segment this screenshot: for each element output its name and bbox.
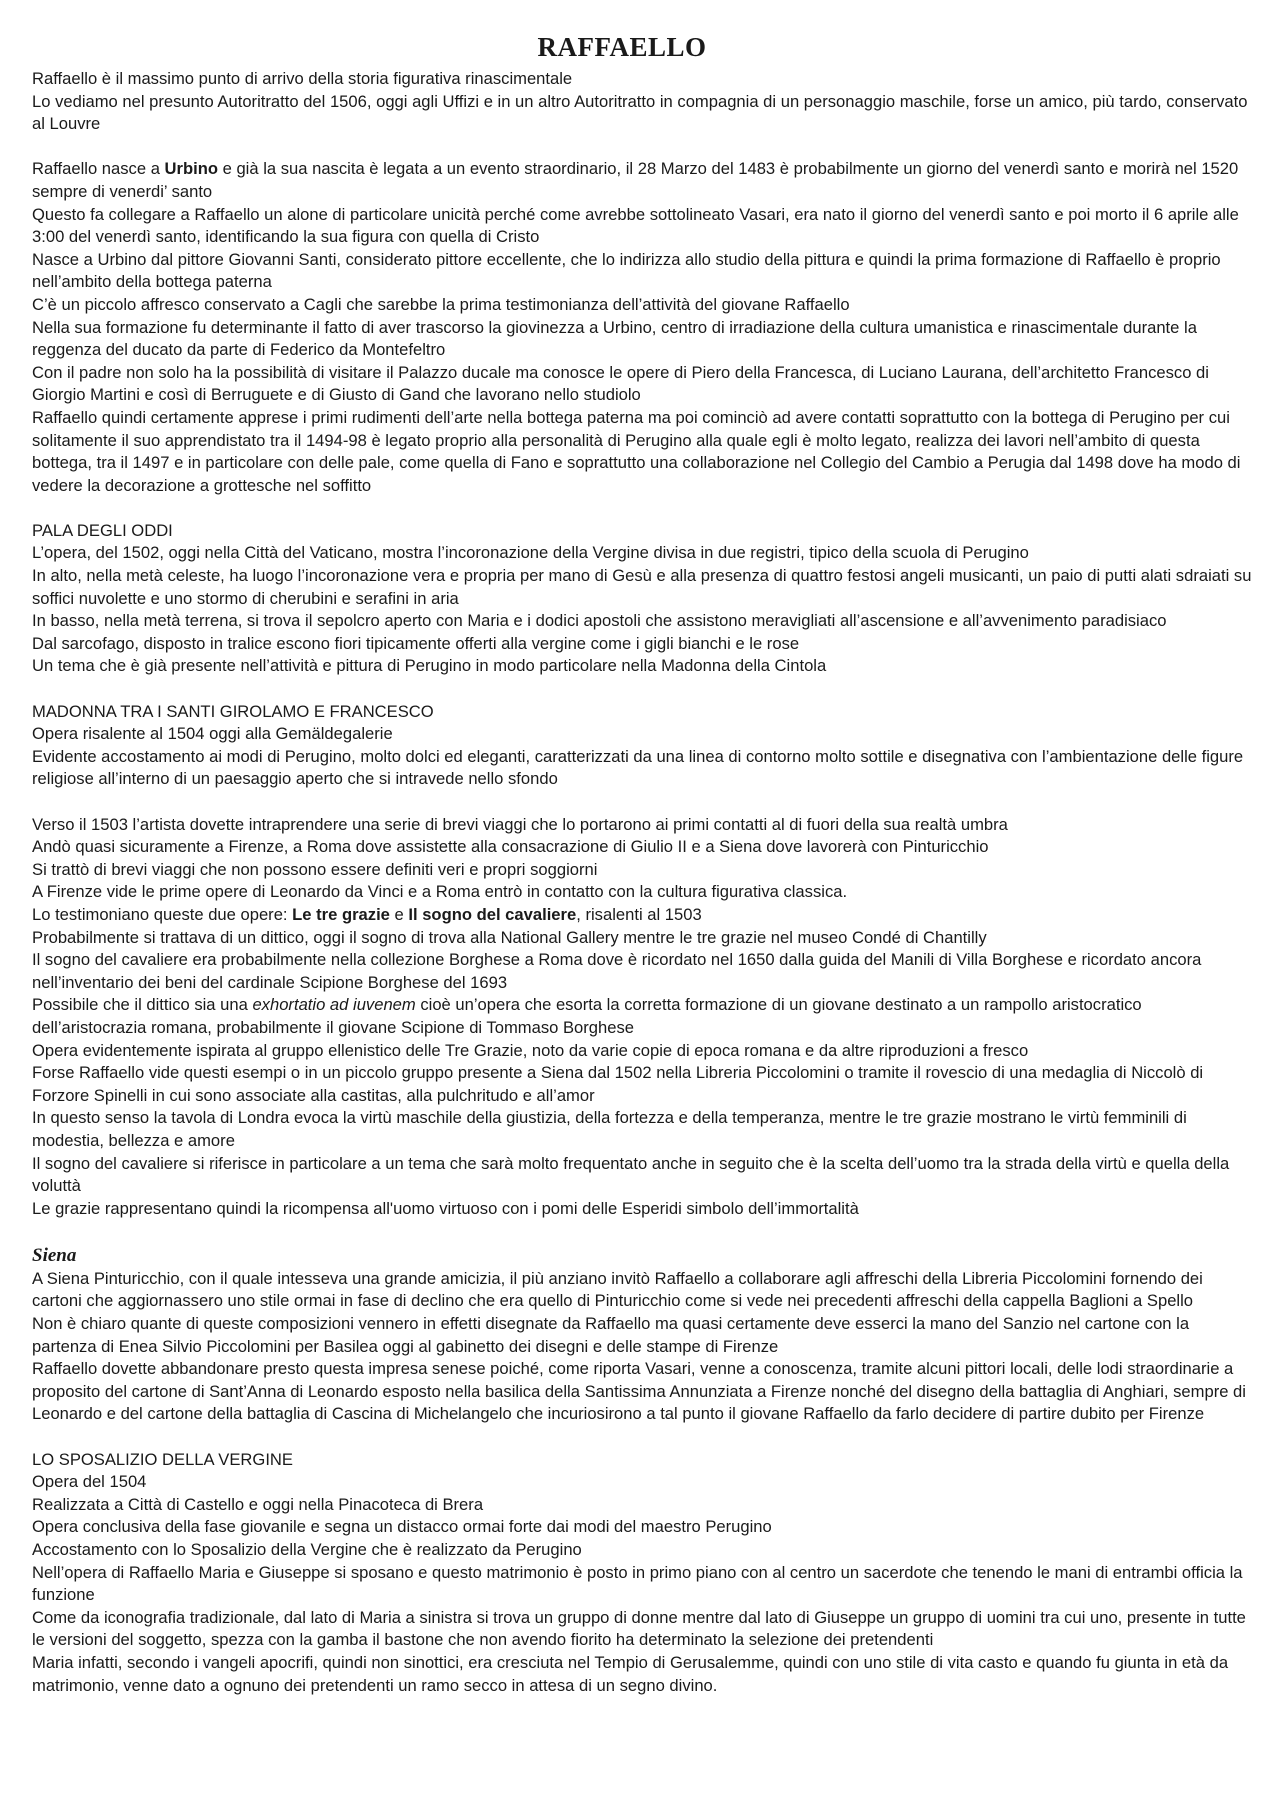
paragraph bbox=[32, 1040, 1257, 1063]
text-run: e bbox=[389, 904, 409, 924]
document-section bbox=[32, 701, 1257, 791]
paragraph bbox=[32, 249, 1257, 294]
document-section bbox=[32, 520, 1257, 678]
paragraph bbox=[32, 204, 1257, 249]
paragraph bbox=[32, 746, 1257, 791]
paragraph bbox=[32, 1516, 1257, 1539]
text-run: e già la sua nascita è legata a un evento straordinario, il 28 Marzo del 1483 è probabilmente un giorno del venerdì santo e morirà nel 1520 sempre di venerdi’ santo bbox=[32, 159, 1239, 201]
paragraph bbox=[32, 723, 1257, 746]
text-run: Si trattò di brevi viaggi che non possono essere definiti veri e propri soggiorni bbox=[32, 859, 598, 879]
section-spacer bbox=[32, 497, 1257, 520]
text-run: , risalenti al 1503 bbox=[576, 904, 702, 924]
paragraph bbox=[32, 610, 1257, 633]
text-run: Raffaello è il massimo punto di arrivo della storia figurativa rinascimentale bbox=[32, 69, 573, 88]
text-run: Forse Raffaello vide questi esempi o in un piccolo gruppo presente a Siena dal 1502 nella Libreria Piccolomini o tramite il rovescio di una medaglia di Niccolò di Forzore Spinelli in cui sono associate alla castitas, alla pulchritudo e all’amor bbox=[32, 1063, 1204, 1105]
paragraph bbox=[32, 1107, 1257, 1152]
text-run: Probabilmente si trattava di un dittico, oggi il sogno di trova alla National Gallery mentre le tre grazie nel museo Condé di Chantilly bbox=[32, 927, 987, 947]
text-run: A Siena Pinturicchio, con il quale intesseva una grande amicizia, il più anziano invitò Raffaello a collaborare agli affreschi della Libreria Piccolomini fornendo dei cartoni che aggiornassero uno stile ormai in fase di declino che era quello di Pinturicchio come si vede nei precedenti affreschi della cappella Baglioni a Spello bbox=[32, 1268, 1203, 1311]
paragraph bbox=[32, 1471, 1257, 1494]
text-run: Opera conclusiva della fase giovanile e segna un distacco ormai forte dai modi del maestro Perugino bbox=[32, 1517, 772, 1537]
section-heading: PALA DEGLI ODDI bbox=[32, 520, 173, 540]
text-run: Con il padre non solo ha la possibilità di visitare il Palazzo ducale ma conosce le opere di Piero della Francesca, di Luciano Laurana, dell’architetto Francesco di Giorgio Martini e così di Berruguete e di Giusto di Gand che lavorano nello studiolo bbox=[32, 362, 1209, 405]
paragraph bbox=[32, 927, 1257, 950]
paragraph bbox=[32, 1562, 1257, 1607]
document-section bbox=[32, 1449, 1257, 1698]
paragraph bbox=[32, 68, 1257, 91]
paragraph bbox=[32, 633, 1257, 656]
text-run: Il sogno del cavaliere era probabilmente nella collezione Borghese a Roma dove è ricordato nel 1650 dalla guida del Manili di Villa Borghese e ricordato ancora nell’inventario dei beni del cardinale Scipione Borghese del 1693 bbox=[32, 950, 1202, 992]
text-run: Raffaello nasce a bbox=[32, 159, 165, 179]
text-run: Opera risalente al 1504 oggi alla Gemäldegalerie bbox=[32, 724, 393, 744]
text-run: In alto, nella metà celeste, ha luogo l’incoronazione vera e propria per mano di Gesù e alla presenza di quattro festosi angeli musicanti, un paio di putti alati sdraiati su soffici nuvolette e uno stormo di cherubini e serafini in aria bbox=[32, 566, 1252, 608]
bold-text: Le tre grazie bbox=[292, 904, 390, 924]
text-run: Nell’opera di Raffaello Maria e Giuseppe si sposano e questo matrimonio è posto in primo piano con al centro un sacerdote che tenendo le mani di entrambi officia la funzione bbox=[32, 1562, 1243, 1605]
text-run: Evidente accostamento ai modi di Perugino, molto dolci ed eleganti, caratterizzati da una linea di contorno molto sottile e disegnativa con l’ambientazione delle figure religiose all’interno di un paesaggio aperto che si intravede nello sfondo bbox=[32, 746, 1244, 789]
bold-text: Urbino bbox=[164, 159, 218, 179]
italic-text: exhortatio ad iuvenem bbox=[252, 995, 416, 1015]
paragraph bbox=[32, 1313, 1257, 1358]
text-run: Accostamento con lo Sposalizio della Vergine che è realizzato da Perugino bbox=[32, 1540, 582, 1559]
text-run: Dal sarcofago, disposto in tralice escono fiori tipicamente offerti alla vergine come i gigli bianchi e le rose bbox=[32, 633, 800, 653]
text-run: Nella sua formazione fu determinante il fatto di aver trascorso la giovinezza a Urbino, centro di irradiazione della cultura umanistica e rinascimentale durante la reggenza del ducato da parte di Federico da Montefeltro bbox=[32, 317, 1197, 360]
paragraph bbox=[32, 994, 1257, 1039]
document-page bbox=[32, 30, 1257, 1697]
paragraph bbox=[32, 904, 1257, 927]
paragraph bbox=[32, 949, 1257, 994]
text-run: Nasce a Urbino dal pittore Giovanni Santi, considerato pittore eccellente, che lo indirizza allo studio della pittura e quindi la prima formazione di Raffaello è proprio nell’ambito della bottega paterna bbox=[32, 249, 1221, 292]
text-run: Raffaello dovette abbandonare presto questa impresa senese poiché, come riporta Vasari, venne a conoscenza, tramite alcuni pittori locali, delle lodi straordinarie a proposito del cartone di Sant’Anna di Leonardo esposto nella basilica della Santissima Annunziata a Firenze nonché del disegno della battaglia di Anghiari, sempre di Leonardo e del cartone della battaglia di Cascina di Michelangelo che incuriosirono a tal punto il giovane Raffaello da farlo decidere di partire dubito per Firenze bbox=[32, 1359, 1246, 1424]
bold-text: Il sogno del cavaliere bbox=[408, 904, 577, 924]
text-run: Un tema che è già presente nell’attività e pittura di Perugino in modo particolare nella Madonna della Cintola bbox=[32, 656, 827, 676]
paragraph bbox=[32, 1062, 1257, 1107]
text-run: Possibile che il dittico sia una bbox=[32, 995, 253, 1015]
paragraph bbox=[32, 91, 1257, 136]
text-run: Maria infatti, secondo i vangeli apocrifi, quindi non sinottici, era cresciuta nel Tempio di Gerusalemme, quindi con uno stile di vita casto e quando fu giunta in età da matrimonio, venne dato a ognuno dei pretendenti un ramo secco in attesa di un segno divino. bbox=[32, 1652, 1229, 1695]
paragraph bbox=[32, 407, 1257, 497]
document-title: RAFFAELLO bbox=[537, 32, 707, 62]
text-run: Il sogno del cavaliere si riferisce in particolare a un tema che sarà molto frequentato anche in seguito che è la scelta dell’uomo tra la strada della virtù e quella della voluttà bbox=[32, 1153, 1230, 1196]
paragraph bbox=[32, 1268, 1257, 1313]
paragraph bbox=[32, 655, 1257, 678]
text-run: L’opera, del 1502, oggi nella Città del Vaticano, mostra l’incoronazione della Vergine divisa in due registri, tipico della scuola di Perugino bbox=[32, 543, 1029, 563]
section-spacer bbox=[32, 1220, 1257, 1243]
document-section bbox=[32, 1243, 1257, 1426]
text-run: In basso, nella metà terrena, si trova il sepolcro aperto con Maria e i dodici apostoli che assistono meravigliati all’ascensione e all’avvenimento paradisiaco bbox=[32, 611, 1167, 631]
paragraph bbox=[32, 565, 1257, 610]
section-heading: LO SPOSALIZIO DELLA VERGINE bbox=[32, 1449, 293, 1469]
paragraph bbox=[32, 1198, 1257, 1221]
paragraph bbox=[32, 1494, 1257, 1517]
text-run: Verso il 1503 l’artista dovette intraprendere una serie di brevi viaggi che lo portarono ai primi contatti al di fuori della sua realtà umbra bbox=[32, 814, 1008, 834]
text-run: C’è un piccolo affresco conservato a Cagli che sarebbe la prima testimonianza dell’attività del giovane Raffaello bbox=[32, 294, 850, 314]
text-run: Come da iconografia tradizionale, dal lato di Maria a sinistra si trova un gruppo di donne mentre dal lato di Giuseppe un gruppo di uomini tra cui uno, presente in tutte le versioni del soggetto, spezza con la gamba il bastone che non avendo fiorito ha determinato la selezione dei pretendenti bbox=[32, 1607, 1246, 1650]
paragraph bbox=[32, 362, 1257, 407]
paragraph bbox=[32, 1652, 1257, 1697]
paragraph bbox=[32, 814, 1257, 837]
text-run: A Firenze vide le prime opere di Leonardo da Vinci e a Roma entrò in contatto con la cultura figurativa classica. bbox=[32, 882, 848, 902]
paragraph bbox=[32, 158, 1257, 203]
text-run: Non è chiaro quante di queste composizioni vennero in effetti disegnate da Raffaello ma quasi certamente deve esserci la mano del Sanzio nel cartone con la partenza di Enea Silvio Piccolomini per Basilea oggi al gabinetto dei disegni e delle stampe di Firenze bbox=[32, 1314, 1190, 1356]
paragraph bbox=[32, 881, 1257, 904]
text-run: Opera evidentemente ispirata al gruppo ellenistico delle Tre Grazie, noto da varie copie di epoca romana e da altre riproduzioni a fresco bbox=[32, 1040, 1029, 1060]
paragraph bbox=[32, 1153, 1257, 1198]
text-run: Andò quasi sicuramente a Firenze, a Roma dove assistette alla consacrazione di Giulio II e a Siena dove lavorerà con Pinturicchio bbox=[32, 837, 989, 857]
text-run: Lo testimoniano queste due opere: bbox=[32, 904, 293, 924]
document-section bbox=[32, 814, 1257, 1221]
text-run: In questo senso la tavola di Londra evoca la virtù maschile della giustizia, della fortezza e della temperanza, mentre le tre grazie mostrano le virtù femminili di modestia, bellezza e amore bbox=[32, 1108, 1187, 1150]
section-spacer bbox=[32, 1426, 1257, 1449]
paragraph bbox=[32, 542, 1257, 565]
section-heading: MADONNA TRA I SANTI GIROLAMO E FRANCESCO bbox=[32, 701, 434, 721]
text-run: cioè un’opera che esorta la corretta formazione di un giovane destinato a un rampollo aristocratico dell’aristocrazia romana, probabilmente il giovane Scipione di Tommaso Borghese bbox=[32, 995, 1142, 1037]
section-heading: Siena bbox=[32, 1244, 77, 1266]
document-section bbox=[32, 158, 1257, 497]
paragraph bbox=[32, 1358, 1257, 1426]
text-run: Le grazie rappresentano quindi la ricompensa all'uomo virtuoso con i pomi delle Esperidi simbolo dell’immortalità bbox=[32, 1198, 859, 1218]
paragraph bbox=[32, 836, 1257, 859]
document-section bbox=[32, 68, 1257, 136]
paragraph bbox=[32, 317, 1257, 362]
text-run: Lo vediamo nel presunto Autoritratto del 1506, oggi agli Uffizi e in un altro Autoritratto in compagnia di un personaggio maschile, forse un amico, più tardo, conservato al Louvre bbox=[32, 91, 1248, 134]
paragraph bbox=[32, 294, 1257, 317]
paragraph bbox=[32, 1539, 1257, 1562]
text-run: Questo fa collegare a Raffaello un alone di particolare unicità perché come avrebbe sottolineato Vasari, era nato il giorno del venerdì santo e poi morto il 6 aprile alle 3:00 del venerdì santo, identificando la sua figura con quella di Cristo bbox=[32, 204, 1239, 247]
section-spacer bbox=[32, 678, 1257, 701]
text-run: Realizzata a Città di Castello e oggi nella Pinacoteca di Brera bbox=[32, 1494, 484, 1514]
section-spacer bbox=[32, 791, 1257, 814]
document-body bbox=[32, 68, 1257, 1697]
paragraph bbox=[32, 859, 1257, 882]
text-run: Opera del 1504 bbox=[32, 1472, 147, 1492]
section-spacer bbox=[32, 136, 1257, 159]
paragraph bbox=[32, 1607, 1257, 1652]
text-run: Raffaello quindi certamente apprese i primi rudimenti dell’arte nella bottega paterna ma poi cominciò ad avere contatti soprattutto con la bottega di Perugino per cui solitamente il suo apprendistato tra il 1494-98 è legato proprio alla personalità di Perugino alla quale egli è molto legato, realizza dei lavori nell’ambito di questa bottega, tra il 1497 e in particolare con delle pale, come quella di Fano e soprattutto una collaborazione nel Collegio del Cambio a Perugia dal 1498 dove ha modo di vedere la decorazione a grottesche nel soffitto bbox=[32, 407, 1241, 495]
